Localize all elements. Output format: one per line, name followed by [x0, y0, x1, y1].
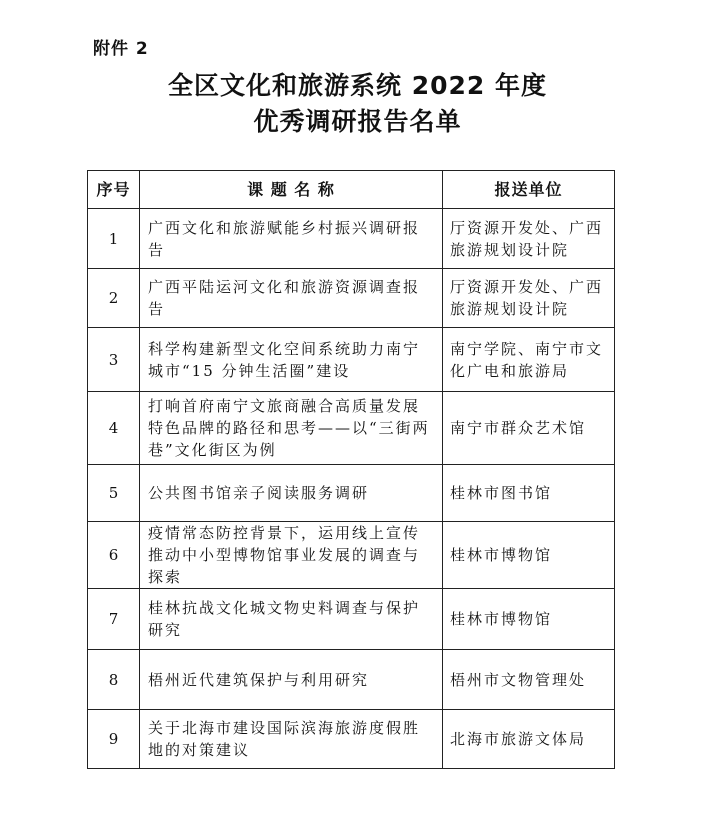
table-row	[88, 269, 615, 328]
row-topic: 公共图书馆亲子阅读服务调研	[140, 465, 443, 522]
row-number: 7	[88, 589, 140, 650]
row-unit: 桂林市图书馆	[443, 465, 615, 522]
row-number: 8	[88, 650, 140, 710]
row-unit: 南宁市群众艺术馆	[443, 392, 615, 465]
row-number: 9	[88, 710, 140, 769]
table-row	[88, 589, 615, 650]
row-number: 3	[88, 328, 140, 392]
table-row	[88, 392, 615, 465]
row-unit: 桂林市博物馆	[443, 522, 615, 589]
row-topic: 疫情常态防控背景下，运用线上宣传推动中小型博物馆事业发展的调查与探索	[140, 522, 443, 589]
row-topic: 广西平陆运河文化和旅游资源调查报告	[140, 269, 443, 328]
row-number: 5	[88, 465, 140, 522]
document-title-line-2: 优秀调研报告名单	[253, 107, 462, 136]
row-unit: 桂林市博物馆	[443, 589, 615, 650]
table-row	[88, 328, 615, 392]
row-number: 6	[88, 522, 140, 589]
table-row	[88, 650, 615, 710]
row-topic: 广西文化和旅游赋能乡村振兴调研报告	[140, 209, 443, 269]
row-topic: 桂林抗战文化城文物史料调查与保护研究	[140, 589, 443, 650]
row-topic: 科学构建新型文化空间系统助力南宁城市“15 分钟生活圈”建设	[140, 328, 443, 392]
table-header-row	[88, 171, 615, 209]
row-unit: 南宁学院、南宁市文化广电和旅游局	[443, 328, 615, 392]
table-row	[88, 522, 615, 589]
row-unit: 梧州市文物管理处	[443, 650, 615, 710]
table-row	[88, 710, 615, 769]
row-unit: 厅资源开发处、广西旅游规划设计院	[443, 269, 615, 328]
table-row	[88, 209, 615, 269]
row-topic: 梧州近代建筑保护与利用研究	[140, 650, 443, 710]
row-number: 4	[88, 392, 140, 465]
header-topic: 课 题 名 称	[140, 171, 443, 209]
row-unit: 厅资源开发处、广西旅游规划设计院	[443, 209, 615, 269]
attachment-label: 附件 2	[93, 39, 149, 59]
report-list-table	[87, 170, 615, 769]
document-title-line-1: 全区文化和旅游系统 2022 年度	[168, 71, 547, 100]
table-row	[88, 465, 615, 522]
row-topic: 关于北海市建设国际滨海旅游度假胜地的对策建议	[140, 710, 443, 769]
row-number: 2	[88, 269, 140, 328]
header-unit: 报送单位	[443, 171, 615, 209]
header-number: 序号	[88, 171, 140, 209]
row-number: 1	[88, 209, 140, 269]
row-unit: 北海市旅游文体局	[443, 710, 615, 769]
row-topic: 打响首府南宁文旅商融合高质量发展特色品牌的路径和思考——以“三街两巷”文化街区为例	[140, 392, 443, 465]
